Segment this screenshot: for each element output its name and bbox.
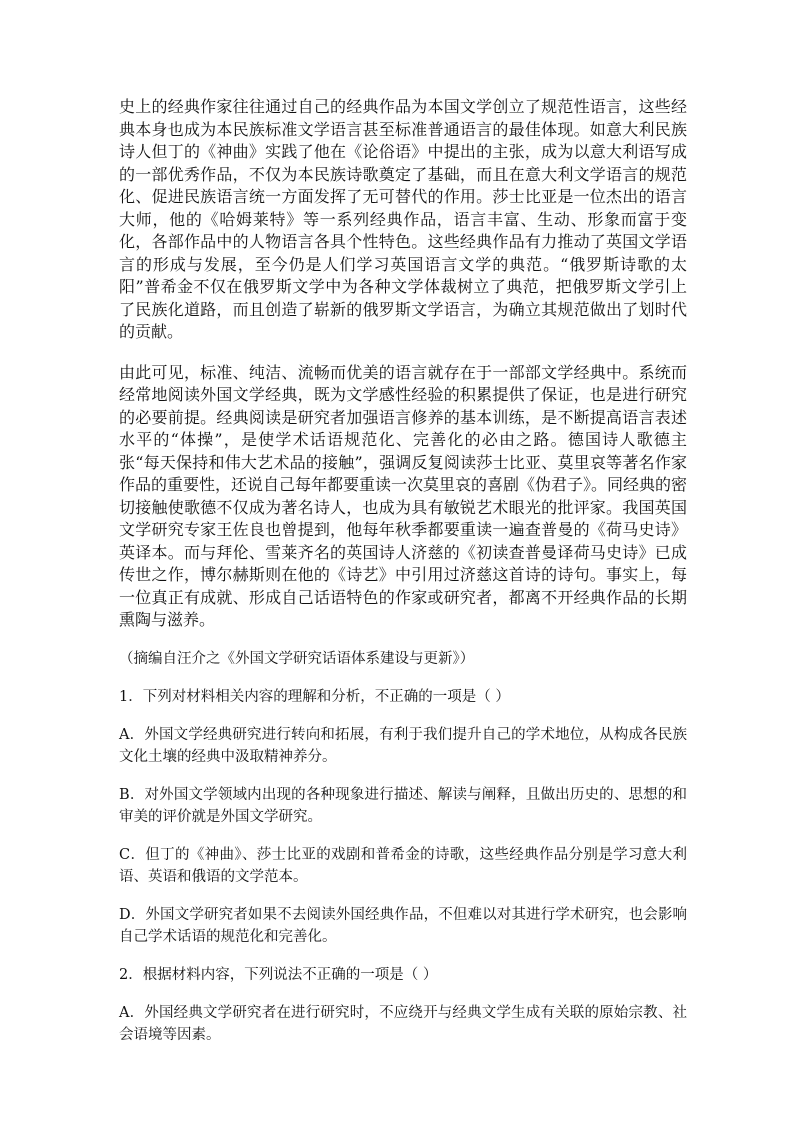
- source-citation: （摘编自汪介之《外国文学研究话语体系建设与更新》）: [119, 650, 475, 667]
- question-2-option-a: A．外国经典文学研究者在进行研究时，不应绕开与经典文学生成有关联的原始宗教、社会语境等因素。: [119, 1004, 687, 1043]
- document-body: [119, 96, 687, 1046]
- body-paragraph-2: 由此可见，标准、纯洁、流畅而优美的语言就存在于一部部文学经典中。系统而经常地阅读外国文学经典，既为文学感性经验的积累提供了保证，也是进行研究的必要前提。经典阅读是研究者加强语言修养的基本训练，是不断提高语言表述水平的“体操”，是使学术话语规范化、完善化的必由之路。德国诗人歌德主张“每天保持和伟大艺术品的接触”，强调反复阅读莎士比亚、莫里哀等著名作家作品的重要性，还说自己每年都要重读一次莫里哀的喜剧《伪君子》。同经典的密切接触使歌德不仅成为著名诗人，也成为具有敏锐艺术眼光的批评家。我国英国文学研究专家王佐良也曾提到，他每年秋季都要重读一遍查普曼的《荷马史诗》英译本。而与拜伦、雪莱齐名的英国诗人济慈的《初读查普曼译荷马史诗》已成传世之作，博尔赫斯则在他的《诗艺》中引用过济慈这首诗的诗句。事实上，每一位真正有成就、形成自己话语特色的作家或研究者，都离不开经典作品的长期熏陶与滋养。: [119, 362, 688, 629]
- question-2: 2．根据材料内容，下列说法不正确的一项是（ ）: [119, 966, 438, 983]
- question-1-option-c: C．但丁的《神曲》、莎士比亚的戏剧和普希金的诗歌，这些经典作品分别是学习意大利语、英语和俄语的文学范本。: [119, 846, 687, 885]
- question-1-option-b: B．对外国文学领域内出现的各种现象进行描述、解读与阐释，且做出历史的、思想的和审美的评价就是外国文学研究。: [119, 786, 687, 825]
- question-1: 1．下列对材料相关内容的理解和分析，不正确的一项是（ ）: [119, 688, 510, 705]
- body-paragraph-1: 史上的经典作家往往通过自己的经典作品为本国文学创立了规范性语言，这些经典本身也成为本民族标准文学语言甚至标准普通语言的最佳体现。如意大利民族诗人但丁的《神曲》实践了他在《论俗语》中提出的主张，成为以意大利语写成的一部优秀作品，不仅为本民族诗歌奠定了基础，而且在意大利文学语言的规范化、促进民族语言统一方面发挥了无可替代的作用。莎士比亚是一位杰出的语言大师，他的《哈姆莱特》等一系列经典作品，语言丰富、生动、形象而富于变化，各部作品中的人物语言各具个性特色。这些经典作品有力推动了英国文学语言的形成与发展，至今仍是人们学习英国语言文学的典范。“俄罗斯诗歌的太阳”普希金不仅在俄罗斯文学中为各种文学体裁树立了典范，把俄罗斯文学引上了民族化道路，而且创造了崭新的俄罗斯文学语言，为确立其规范做出了划时代的贡献。: [119, 97, 687, 341]
- question-1-option-d: D．外国文学研究者如果不去阅读外国经典作品，不但难以对其进行学术研究，也会影响自己学术话语的规范化和完善化。: [119, 906, 687, 945]
- question-1-option-a: A．外国文学经典研究进行转向和拓展，有利于我们提升自己的学术地位，从构成各民族文化土壤的经典中汲取精神养分。: [119, 726, 687, 765]
